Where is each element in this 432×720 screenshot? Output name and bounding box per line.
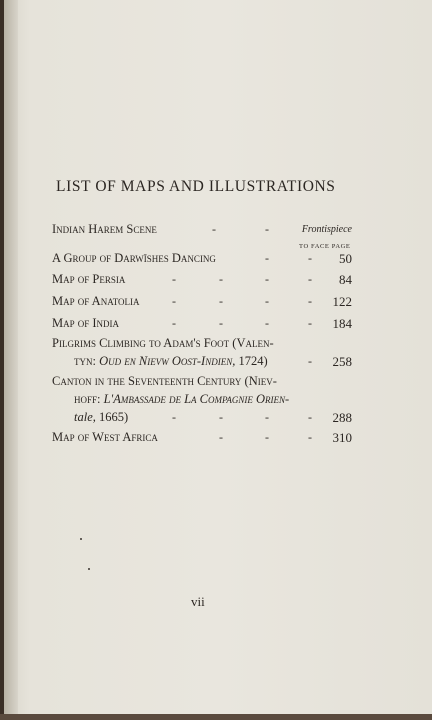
entry-title-continued: tyn: Oud en Nievw Oost-Indien, 1724) bbox=[74, 354, 268, 368]
list-item bbox=[52, 272, 352, 290]
page-number: vii bbox=[191, 594, 205, 609]
leader-dash: - bbox=[219, 316, 223, 330]
entry-page: 184 bbox=[332, 316, 352, 331]
leader-dash: - bbox=[172, 316, 176, 330]
entry-title: Map of India bbox=[52, 316, 120, 330]
entry-title: Map of Persia bbox=[52, 272, 126, 286]
list-item bbox=[52, 251, 352, 269]
list-item bbox=[52, 316, 352, 334]
leader-dash: - bbox=[265, 294, 269, 308]
entry-page: 310 bbox=[332, 430, 352, 445]
book-edge bbox=[0, 714, 432, 720]
entry-title: Indian Harem Scene bbox=[52, 222, 157, 236]
leader-dash: - bbox=[265, 222, 269, 236]
leader-dash: - bbox=[265, 430, 269, 444]
leader-dash: - bbox=[308, 430, 312, 444]
leader-dash: - bbox=[308, 316, 312, 330]
entry-title-continued: hoff: L'Ambassade de La Compagnie Orien- bbox=[74, 392, 290, 406]
entry-page: 122 bbox=[332, 294, 352, 309]
entry-page: 258 bbox=[332, 354, 352, 369]
entry-page: 288 bbox=[332, 410, 352, 425]
page-gutter bbox=[4, 0, 18, 720]
leader-dash: - bbox=[308, 354, 312, 368]
entry-title-continued: tale, 1665) bbox=[74, 410, 129, 424]
entry-page: 84 bbox=[339, 272, 352, 287]
leader-dash: - bbox=[219, 272, 223, 286]
leader-dash: - bbox=[219, 410, 223, 424]
leader-dash: - bbox=[172, 410, 176, 424]
page-title: LIST OF MAPS AND ILLUSTRATIONS bbox=[56, 178, 336, 195]
list-item bbox=[52, 374, 352, 428]
leader-dash: - bbox=[265, 251, 269, 265]
entry-title: Pilgrims Climbing to Adam's Foot (Valen- bbox=[52, 336, 274, 350]
leader-dash: - bbox=[172, 272, 176, 286]
leader-dash: - bbox=[265, 272, 269, 286]
entry-page: Frontispiece bbox=[301, 224, 352, 235]
leader-dash: - bbox=[265, 316, 269, 330]
leader-dash: - bbox=[219, 430, 223, 444]
leader-dash: - bbox=[308, 272, 312, 286]
to-face-page-header: TO FACE PAGE bbox=[299, 243, 351, 250]
ink-speck bbox=[88, 568, 90, 570]
leader-dash: - bbox=[219, 294, 223, 308]
leader-dash: - bbox=[212, 222, 216, 236]
book-page bbox=[4, 0, 432, 720]
leader-dash: - bbox=[308, 251, 312, 265]
list-item bbox=[52, 294, 352, 312]
leader-dash: - bbox=[308, 410, 312, 424]
leader-dash: - bbox=[265, 410, 269, 424]
ink-speck bbox=[80, 538, 82, 540]
entry-title: Map of Anatolia bbox=[52, 294, 140, 308]
leader-dash: - bbox=[172, 294, 176, 308]
entry-title: Canton in the Seventeenth Century (Niev- bbox=[52, 374, 277, 388]
entry-title: Map of West Africa bbox=[52, 430, 158, 444]
entry-page: 50 bbox=[339, 251, 352, 266]
leader-dash: - bbox=[308, 294, 312, 308]
entry-title: A Group of Darwīshes Dancing bbox=[52, 251, 216, 265]
list-item bbox=[52, 430, 352, 448]
list-item bbox=[52, 222, 352, 240]
list-item bbox=[52, 336, 352, 372]
